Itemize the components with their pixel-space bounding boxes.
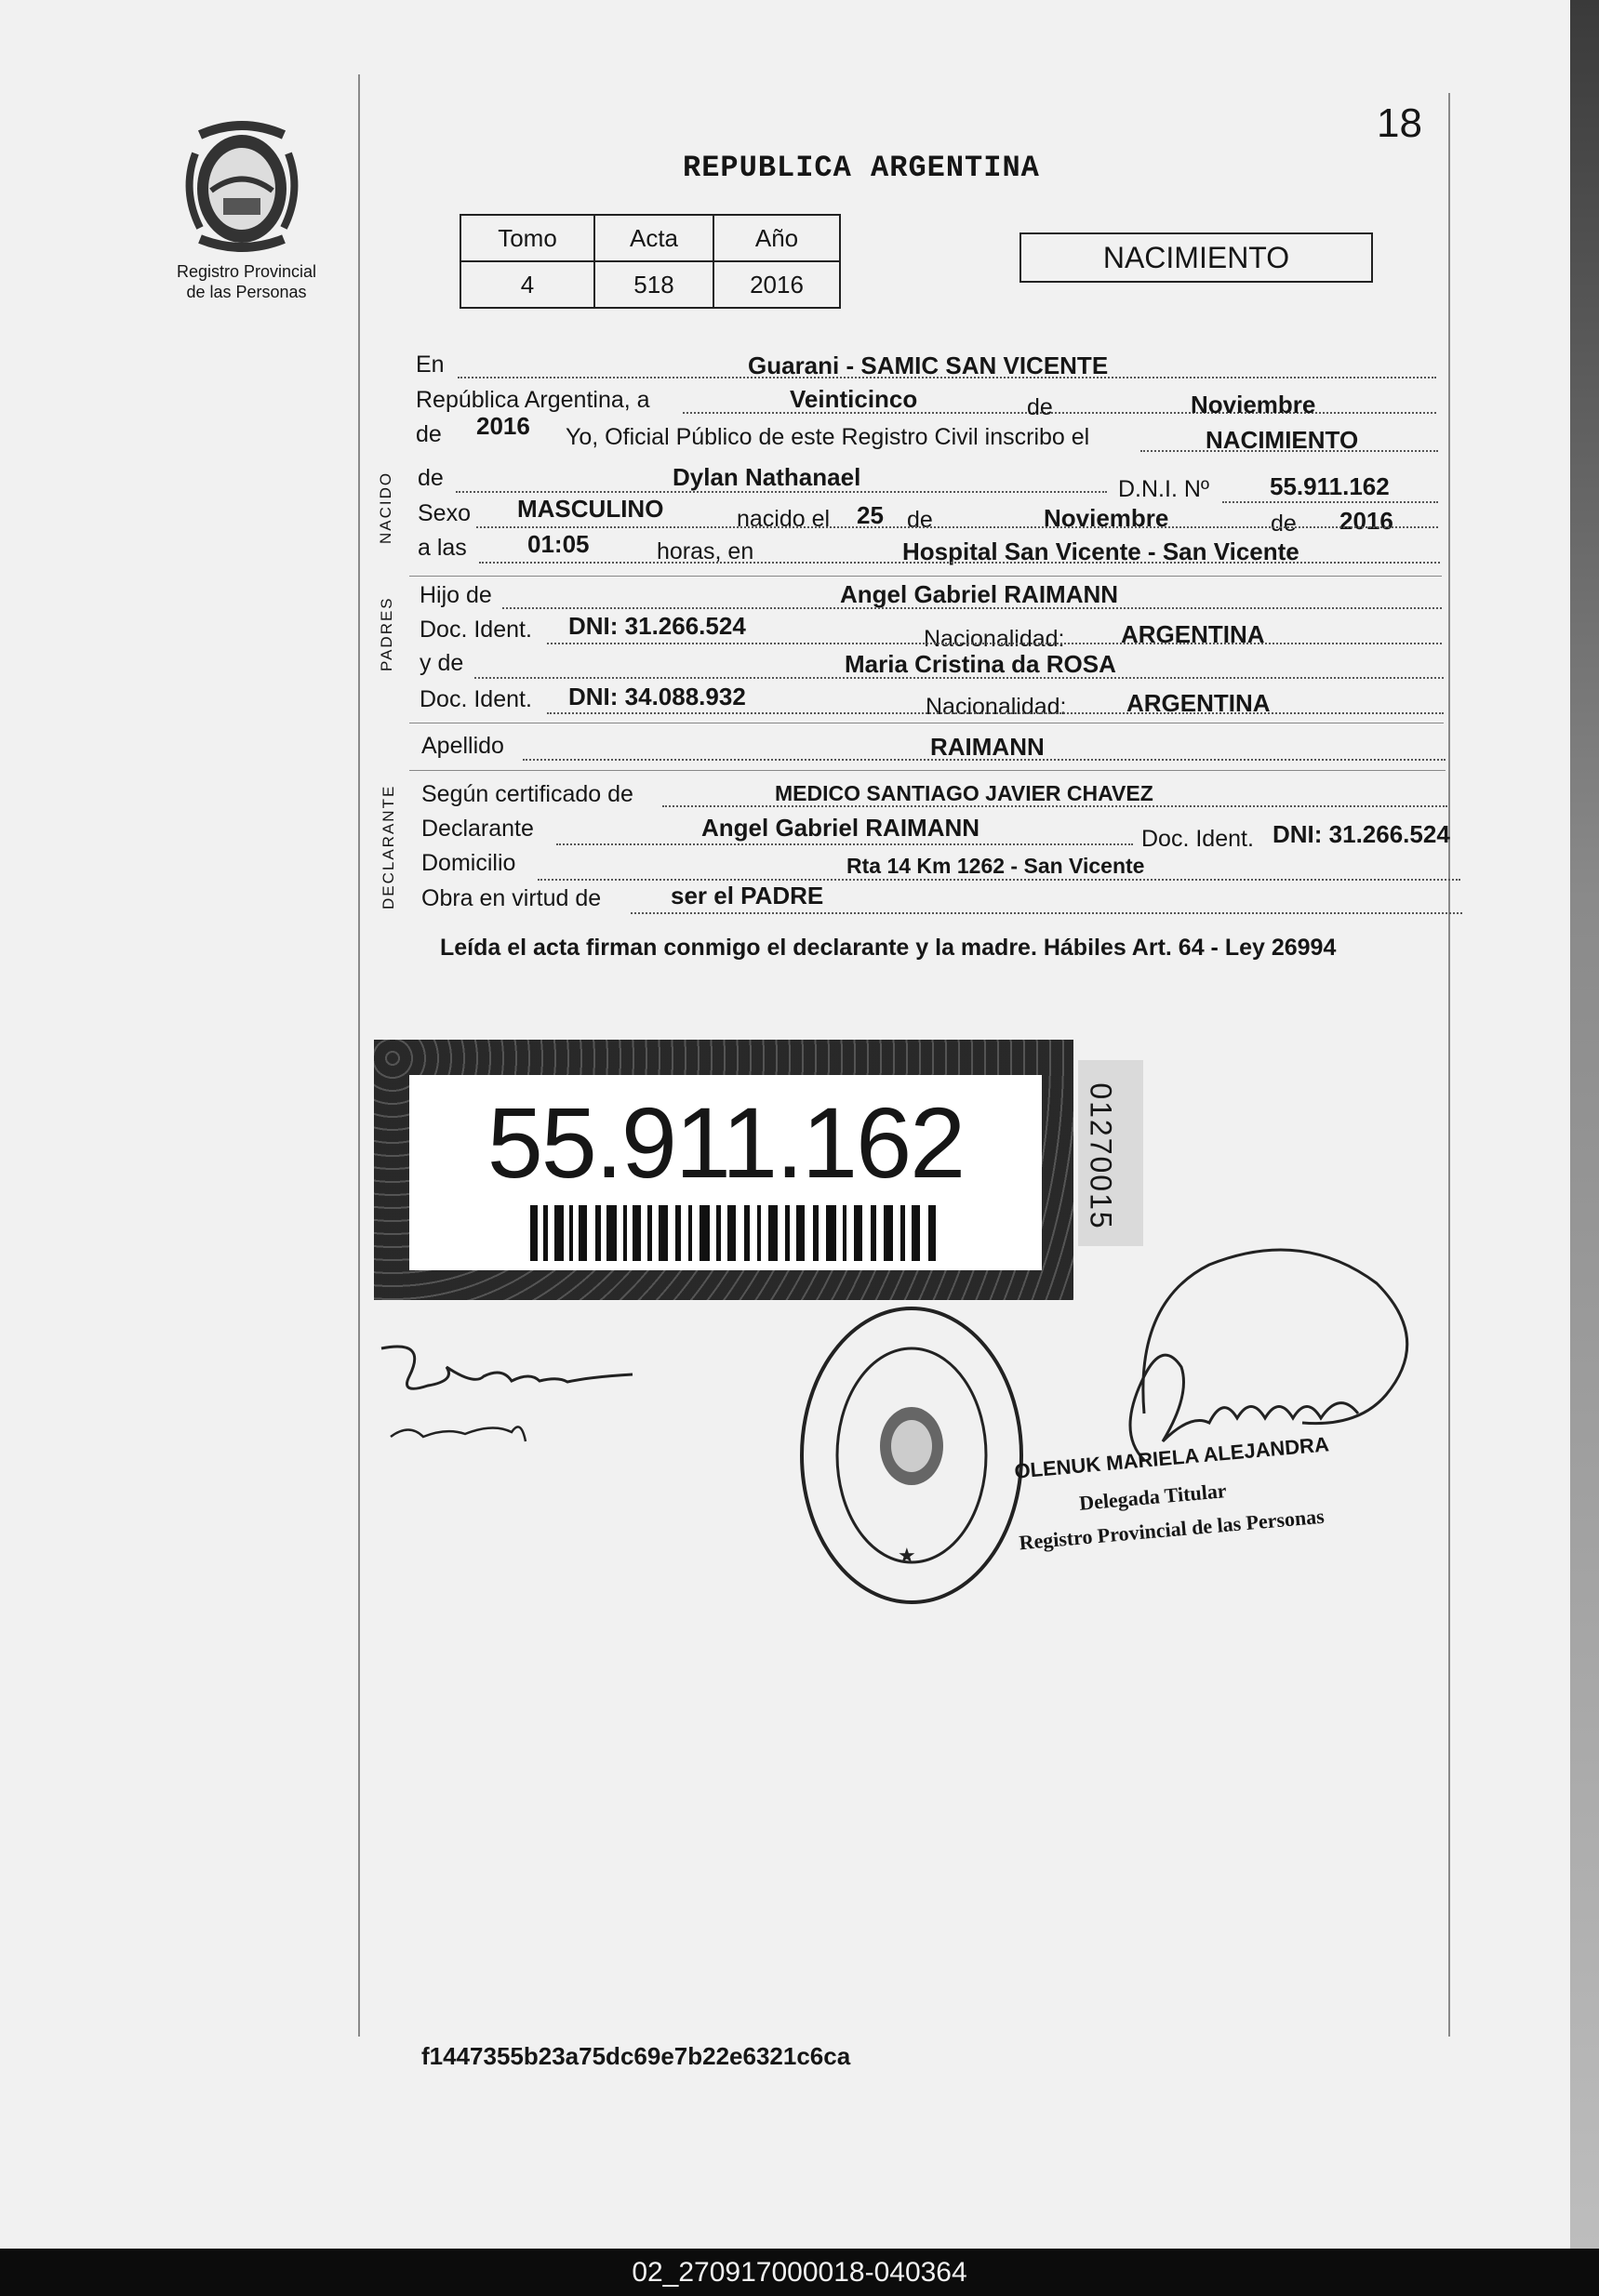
section-label-declarante: DECLARANTE [380,784,397,909]
acta-header: Acta [594,215,713,261]
right-margin-line [1448,93,1450,2037]
section-divider [409,576,1442,577]
label-de: de [416,421,442,447]
value-madre: Maria Cristina da ROSA [845,650,1116,678]
dotted-line [476,526,1438,528]
label-segun: Según certificado de [421,781,633,807]
value-dni: 55.911.162 [1270,472,1390,500]
value-dia-letras: Veinticinco [790,385,918,413]
sticker-dni-number: 55.911.162 [486,1086,965,1199]
label-nacionalidad: Nacionalidad: [926,694,1067,720]
misiones-coat-of-arms-logo [172,116,321,260]
label-doc-ident: Doc. Ident. [420,686,532,712]
value-inscribe: NACIMIENTO [1206,426,1359,454]
label-de: de [1027,394,1053,420]
registry-caption [149,261,344,302]
dotted-line [1222,501,1438,503]
dotted-line [502,607,1442,609]
declarant-signature [372,1330,651,1460]
barcode-icon [530,1205,939,1261]
label-doc-ident: Doc. Ident. [1141,826,1254,852]
label-hijo-de: Hijo de [420,582,492,608]
document-title: REPUBLICA ARGENTINA [683,151,1040,185]
tomo-header: Tomo [460,215,594,261]
label-domicilio: Domicilio [421,850,516,876]
page-edge-shadow [1570,0,1599,2249]
sticker-serial-label [1078,1060,1143,1246]
label-obra: Obra en virtud de [421,885,602,911]
value-padre-doc: DNI: 31.266.524 [568,612,746,640]
label-inscribo: Yo, Oficial Público de este Registro Civil inscribo el [566,424,1090,450]
registry-caption-line2: de las Personas [186,283,307,301]
value-domicilio: Rta 14 Km 1262 - San Vicente [846,854,1145,878]
dotted-line [474,677,1444,679]
value-padre: Angel Gabriel RAIMANN [840,580,1119,608]
value-certificado: MEDICO SANTIAGO JAVIER CHAVEZ [775,781,1153,805]
value-obra: ser el PADRE [671,882,824,909]
anio-value: 2016 [713,261,840,308]
registry-seal-stamp [795,1302,1028,1609]
official-role-stamp: Delegada Titular [1078,1479,1228,1515]
value-anio: 2016 [476,412,530,440]
label-en: En [416,352,445,378]
value-declarante-doc: DNI: 31.266.524 [1273,820,1450,848]
label-de: de [907,507,933,533]
dotted-line [662,805,1447,807]
sticker-serial: 01270015 [1084,1082,1118,1230]
section-divider [409,770,1446,771]
anio-header: Año [713,215,840,261]
dotted-line [538,879,1460,881]
label-a-las: a las [418,535,467,561]
acta-value: 518 [594,261,713,308]
record-table [460,214,841,309]
label-doc-ident: Doc. Ident. [420,617,532,643]
section-label-nacido: NACIDO [377,471,394,544]
label-y-de: y de [420,650,464,676]
official-office-stamp: Registro Provincial de las Personas [1018,1504,1326,1555]
label-declarante: Declarante [421,816,534,842]
section-label-padres: PADRES [378,596,395,671]
value-madre-nac: ARGENTINA [1126,689,1271,717]
value-declarante: Angel Gabriel RAIMANN [701,814,980,842]
page-number: 18 [1377,100,1422,146]
dotted-line [547,643,1442,644]
tomo-value: 4 [460,261,594,308]
label-horas-en: horas, en [657,538,754,564]
value-sexo: MASCULINO [517,495,664,523]
value-madre-doc: DNI: 34.088.932 [568,683,746,710]
document-hash: f1447355b23a75dc69e7b22e6321c6ca [421,2042,851,2070]
record-type-box: NACIMIENTO [1019,232,1373,283]
value-apellido: RAIMANN [930,733,1045,761]
dotted-line [523,759,1446,761]
label-de: de [418,465,444,491]
value-lugar-nac: Hospital San Vicente - San Vicente [902,538,1299,565]
label-nacido-el: nacido el [737,506,831,532]
value-padre-nac: ARGENTINA [1121,620,1265,648]
label-de: de [1271,511,1297,537]
value-anio2: 2016 [1339,507,1393,535]
label-apellido: Apellido [421,733,504,759]
official-name-stamp: OLENUK MARIELA ALEJANDRA [1013,1432,1330,1483]
dotted-line [556,843,1133,845]
left-margin-line [358,74,360,2037]
label-nacionalidad: Nacionalidad: [924,626,1065,652]
dotted-line [547,712,1444,714]
label-sexo: Sexo [418,500,471,526]
value-nombre: Dylan Nathanael [673,463,861,491]
label-republica: República Argentina, a [416,387,650,413]
scan-footer-id: 02_270917000018-040364 [0,2249,1599,2296]
value-mes-letras: Noviembre [1191,391,1316,418]
value-dia: 25 [857,501,884,529]
sticker-label [409,1075,1042,1270]
dni-sticker [374,1040,1073,1300]
value-hora: 01:05 [527,530,590,558]
dotted-line [631,912,1462,914]
label-dni: D.N.I. Nº [1118,476,1210,502]
dotted-line [479,562,1440,564]
svg-text:★: ★ [898,1544,916,1567]
closing-statement: Leída el acta firman conmigo el declarante y la madre. Hábiles Art. 64 - Ley 26994 [440,935,1337,961]
value-lugar: Guarani - SAMIC SAN VICENTE [748,352,1109,379]
registry-caption-line1: Registro Provincial [176,262,317,281]
value-mes: Noviembre [1044,504,1169,532]
